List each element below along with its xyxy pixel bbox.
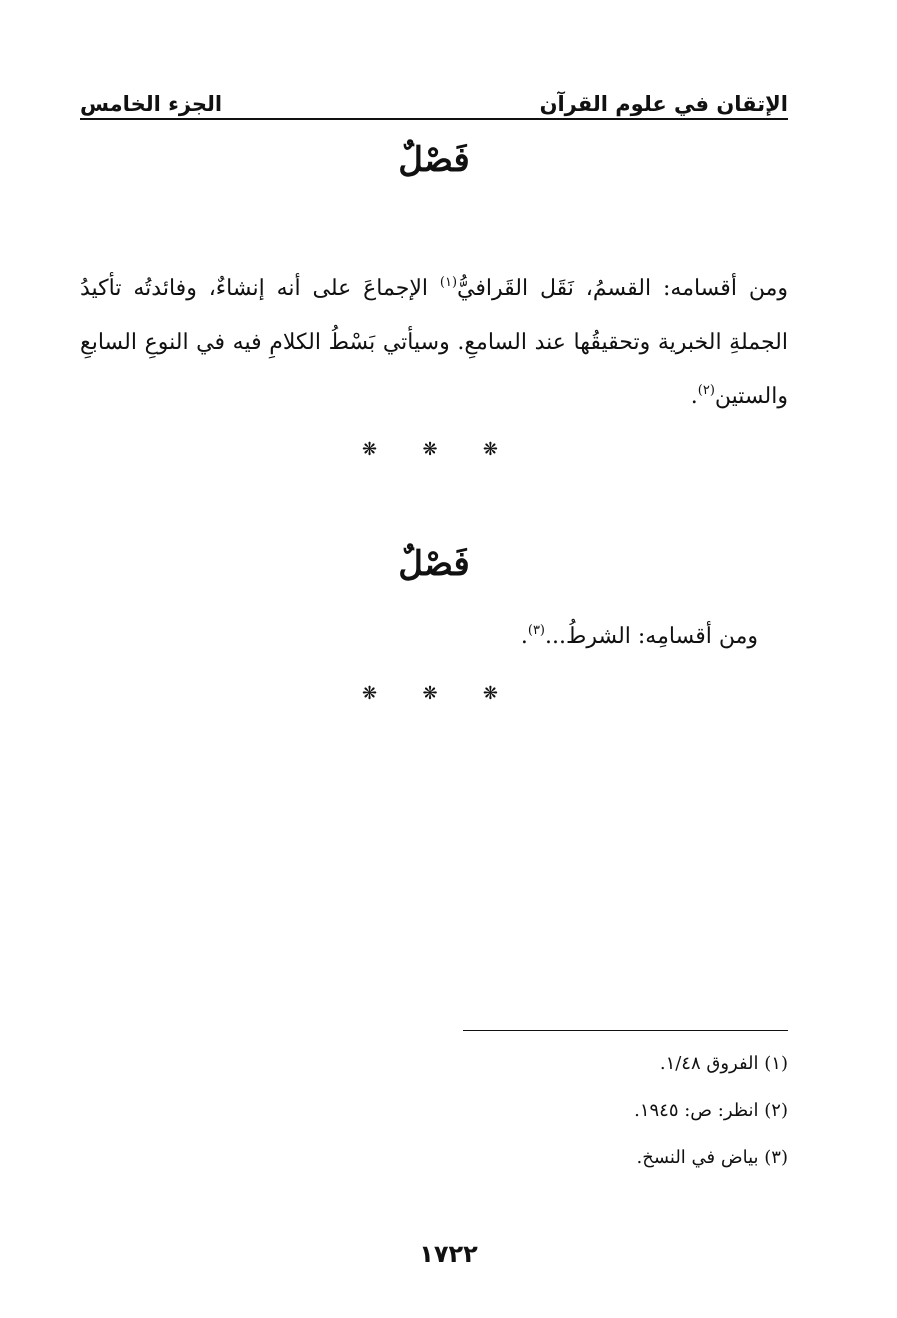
section-title: فَصْلٌ (398, 544, 470, 584)
footnote: (٣) بياض في النسخ. (636, 1147, 788, 1168)
asterism-icon: ❋ (362, 683, 378, 704)
footnote-rule (463, 1030, 788, 1031)
running-head (80, 76, 788, 116)
paragraph-text: ومن أقسامه: القسمُ، نَقَل القَرافيُّ (457, 276, 788, 301)
paragraph-text: ومن أقسامِه: الشرطُ... (545, 624, 758, 649)
asterism-icon: ❋ (422, 683, 438, 704)
volume-label: الجزء الخامس (80, 92, 223, 116)
section-paragraph (80, 262, 788, 424)
footnotes (463, 1040, 788, 1181)
section-title: فَصْلٌ (398, 140, 470, 180)
asterism-icon: ❋ (482, 439, 498, 460)
section-separator (362, 684, 498, 704)
header-rule (80, 118, 788, 120)
asterism-icon: ❋ (422, 439, 438, 460)
footnote: (١) الفروق ١/٤٨. (659, 1053, 788, 1074)
section-separator (362, 440, 498, 460)
paragraph-end: . (690, 384, 698, 409)
footnote-ref: (٣) (527, 623, 545, 638)
footnote-ref: (٢) (697, 383, 715, 398)
paragraph-end: . (520, 624, 528, 649)
page-number: ١٧٢٢ (419, 1240, 478, 1268)
footnote-ref: (١) (439, 275, 458, 290)
section-paragraph (80, 610, 788, 664)
book-title: الإتقان في علوم القرآن (539, 92, 788, 116)
asterism-icon: ❋ (482, 683, 498, 704)
asterism-icon: ❋ (362, 439, 378, 460)
paragraph-text: الإجماعَ على أنه إنشاءٌ، وفائدتُه تأكيدُ الجملةِ الخبرية وتحقيقُها عند السامعِ. وسيأتي بَسْطُ الكلامِ فيه في النوعِ السابعِ والستين (80, 276, 788, 409)
footnote: (٢) انظر: ص: ١٩٤٥. (634, 1100, 788, 1121)
